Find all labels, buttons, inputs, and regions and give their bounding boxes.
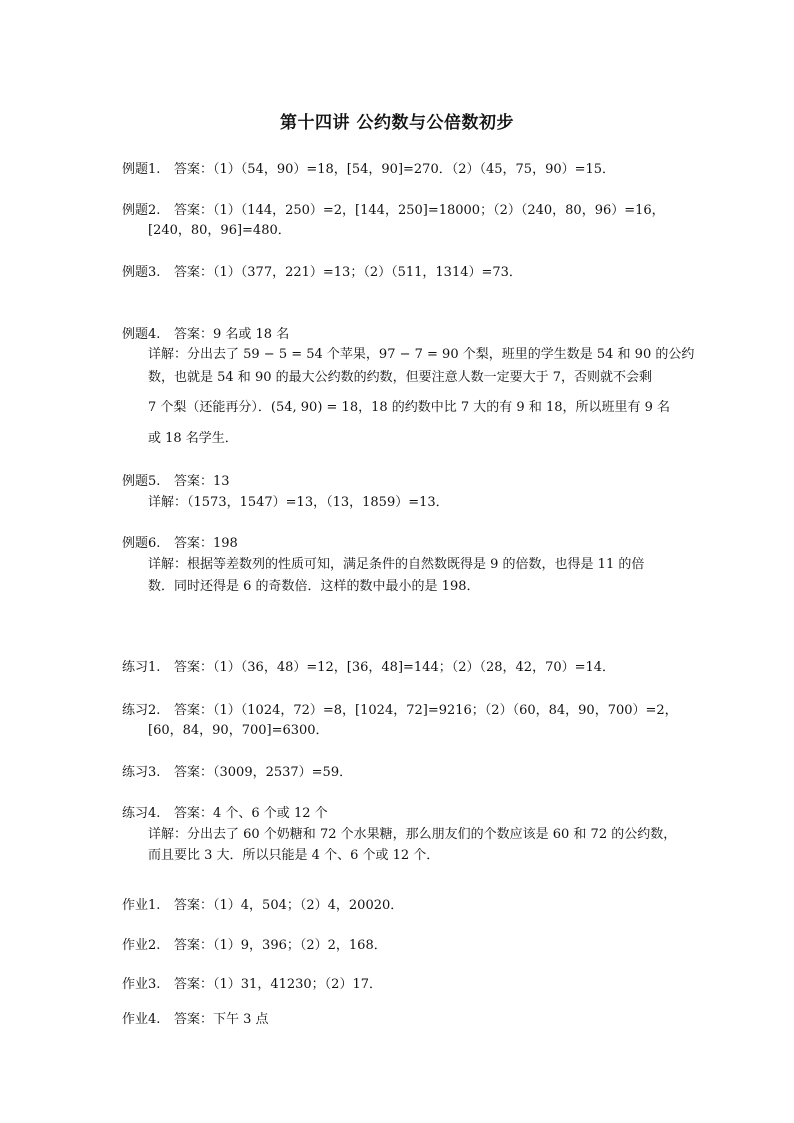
item-label: 作业2.: [122, 938, 161, 953]
homework-1: [122, 898, 403, 914]
example-4-detail-2: 数，也就是 54 和 90 的最大公约数的约数，但要注意人数一定要大于 7，否则就不会剩: [148, 370, 653, 385]
item-answer: 答案：（1）（36，48）=12，[36，48]=144；（2）（28，42，70）=14．: [174, 660, 616, 675]
item-answer: 答案：（1）9，396；（2）2，168．: [174, 938, 387, 953]
exercise-4: [122, 806, 328, 822]
example-5-detail-1: 详解：（1573，1547）=13，（13，1859）=13．: [148, 495, 449, 510]
item-answer: 答案：（1）4，504；（2）4，20020．: [174, 898, 404, 913]
item-label: 例题1.: [122, 162, 161, 177]
item-answer: 答案：198: [174, 536, 238, 551]
item-label: 例题3.: [122, 265, 161, 280]
item-answer: 答案：下午 3 点: [174, 1012, 269, 1027]
item-label: 例题5.: [122, 474, 161, 489]
homework-4: [122, 1012, 269, 1028]
example-4-detail-4: 或 18 名学生．: [148, 431, 238, 446]
example-5: [122, 474, 230, 490]
item-answer: 答案：4 个、6 个或 12 个: [174, 806, 328, 821]
example-6: [122, 536, 238, 552]
item-answer: 答案：（1）（1024，72）=8，[1024，72]=9216；（2）（60，84，90，700）=2，: [174, 703, 678, 718]
exercise-2: [122, 703, 678, 719]
example-6-detail-2: 数．同时还得是 6 的奇数倍．这样的数中最小的是 198．: [148, 579, 480, 594]
item-label: 作业1.: [122, 898, 161, 913]
item-answer: 答案：（1）31，41230；（2）17．: [174, 977, 382, 992]
page-title: 第十四讲 公约数与公倍数初步: [280, 113, 514, 133]
item-answer: 答案：9 名或 18 名: [174, 327, 290, 342]
example-3: [122, 265, 522, 281]
example-4-detail-3: 7 个梨（还能再分）．(54, 90) = 18，18 的约数中比 7 大的有 9 和 18，所以班里有 9 名: [148, 400, 671, 415]
item-label: 练习3.: [122, 765, 161, 780]
exercise-4-detail-1: 详解：分出去了 60 个奶糖和 72 个水果糖，那么朋友们的个数应该是 60 和 72 的公约数，: [148, 827, 677, 842]
homework-2: [122, 938, 387, 954]
example-1: [122, 162, 615, 178]
item-answer: 答案：（1）（144，250）=2，[144，250]=18000；（2）（240，80，96）=16，: [174, 203, 665, 218]
item-label: 例题2.: [122, 203, 161, 218]
example-2: [122, 203, 665, 219]
example-2-answer-cont: [240，80，96]=480．: [148, 223, 291, 238]
example-4-detail-1: 详解：分出去了 59 − 5 = 54 个苹果，97 − 7 = 90 个梨，班里的学生数是 54 和 90 的公约: [148, 347, 695, 362]
item-label: 练习1.: [122, 660, 161, 675]
item-label: 作业4.: [122, 1012, 161, 1027]
item-label: 练习2.: [122, 703, 161, 718]
item-answer: 答案：（3009，2537）=59．: [174, 765, 353, 780]
homework-3: [122, 977, 382, 993]
item-label: 例题6.: [122, 536, 161, 551]
exercise-4-detail-2: 而且要比 3 大．所以只能是 4 个、6 个或 12 个．: [148, 848, 440, 863]
item-answer: 答案：（1）（377，221）=13；（2）（511，1314）=73．: [174, 265, 522, 280]
exercise-1: [122, 660, 615, 676]
item-answer: 答案：（1）（54，90）=18，[54，90]=270．（2）（45，75，90）=15．: [174, 162, 616, 177]
example-6-detail-1: 详解：根据等差数列的性质可知，满足条件的自然数既得是 9 的倍数，也得是 11 的倍: [148, 557, 645, 572]
item-answer: 答案：13: [174, 474, 230, 489]
example-4: [122, 327, 289, 343]
item-label: 练习4.: [122, 806, 161, 821]
item-label: 例题4.: [122, 327, 161, 342]
exercise-3: [122, 765, 352, 781]
item-label: 作业3.: [122, 977, 161, 992]
exercise-2-answer-cont: [60，84，90，700]=6300．: [148, 723, 329, 738]
